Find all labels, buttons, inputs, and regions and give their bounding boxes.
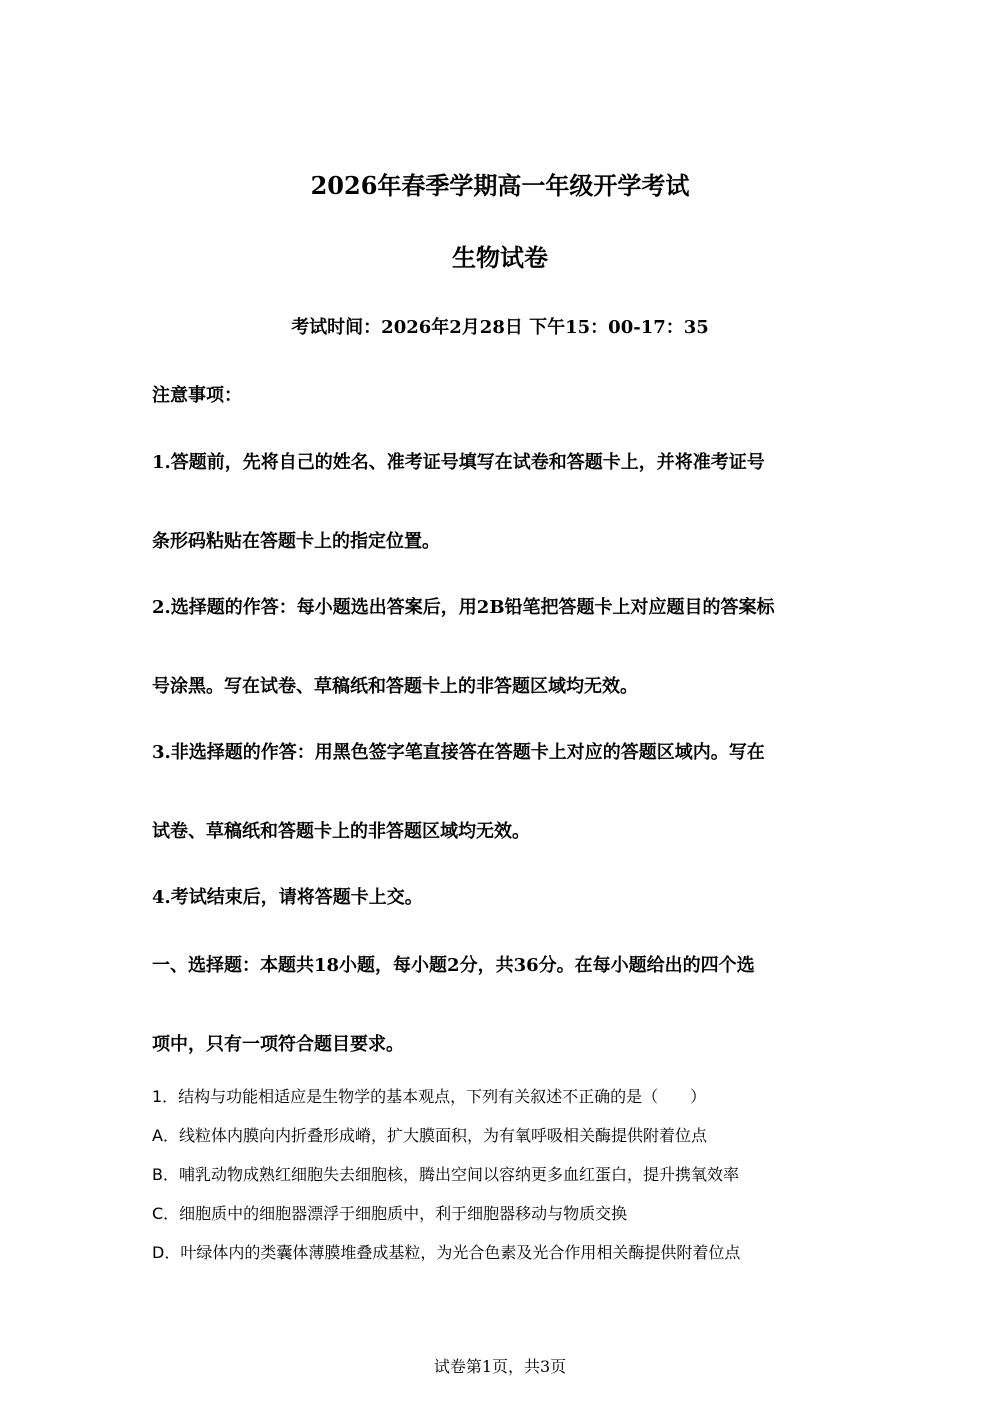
option-a: A．线粒体内膜向内折叠形成嵴，扩大膜面积，为有氧呼吸相关酶提供附着位点	[152, 1126, 707, 1145]
option-c: C．细胞质中的细胞器漂浮于细胞质中，利于细胞器移动与物质交换	[152, 1204, 628, 1223]
exam-title: 2026年春季学期高一年级开学考试	[310, 171, 690, 200]
exam-time: 考试时间：2026年2月28日 下午15：00-17：35	[291, 317, 709, 338]
option-d: D．叶绿体内的类囊体薄膜堆叠成基粒，为光合色素及光合作用相关酶提供附着位点	[152, 1243, 741, 1262]
notice-line: 1.答题前，先将自己的姓名、准考证号填写在试卷和答题卡上，并将准考证号	[152, 452, 765, 473]
notice-line: 3.非选择题的作答：用黑色签字笔直接答在答题卡上对应的答题区域内。写在	[152, 742, 765, 763]
notice-line: 条形码粘贴在答题卡上的指定位置。	[152, 531, 440, 552]
subject-title: 生物试卷	[452, 243, 548, 272]
notice-line: 号涂黑。写在试卷、草稿纸和答题卡上的非答题区域均无效。	[152, 676, 638, 697]
notice-heading: 注意事项：	[152, 385, 242, 406]
notice-line: 2.选择题的作答：每小题选出答案后，用2B铅笔把答题卡上对应题目的答案标	[152, 597, 775, 618]
question-stem: 1．结构与功能相适应是生物学的基本观点，下列有关叙述不正确的是（ ）	[152, 1087, 707, 1106]
option-b: B．哺乳动物成熟红细胞失去细胞核，腾出空间以容纳更多血红蛋白，提升携氧效率	[152, 1165, 739, 1184]
section-heading: 项中，只有一项符合题目要求。	[152, 1034, 404, 1055]
notice-line: 试卷、草稿纸和答题卡上的非答题区域均无效。	[152, 821, 530, 842]
section-heading: 一、选择题：本题共18小题，每小题2分，共36分。在每小题给出的四个选	[152, 955, 755, 976]
notice-line: 4.考试结束后，请将答题卡上交。	[152, 887, 423, 908]
page-footer: 试卷第1页，共3页	[433, 1357, 567, 1376]
